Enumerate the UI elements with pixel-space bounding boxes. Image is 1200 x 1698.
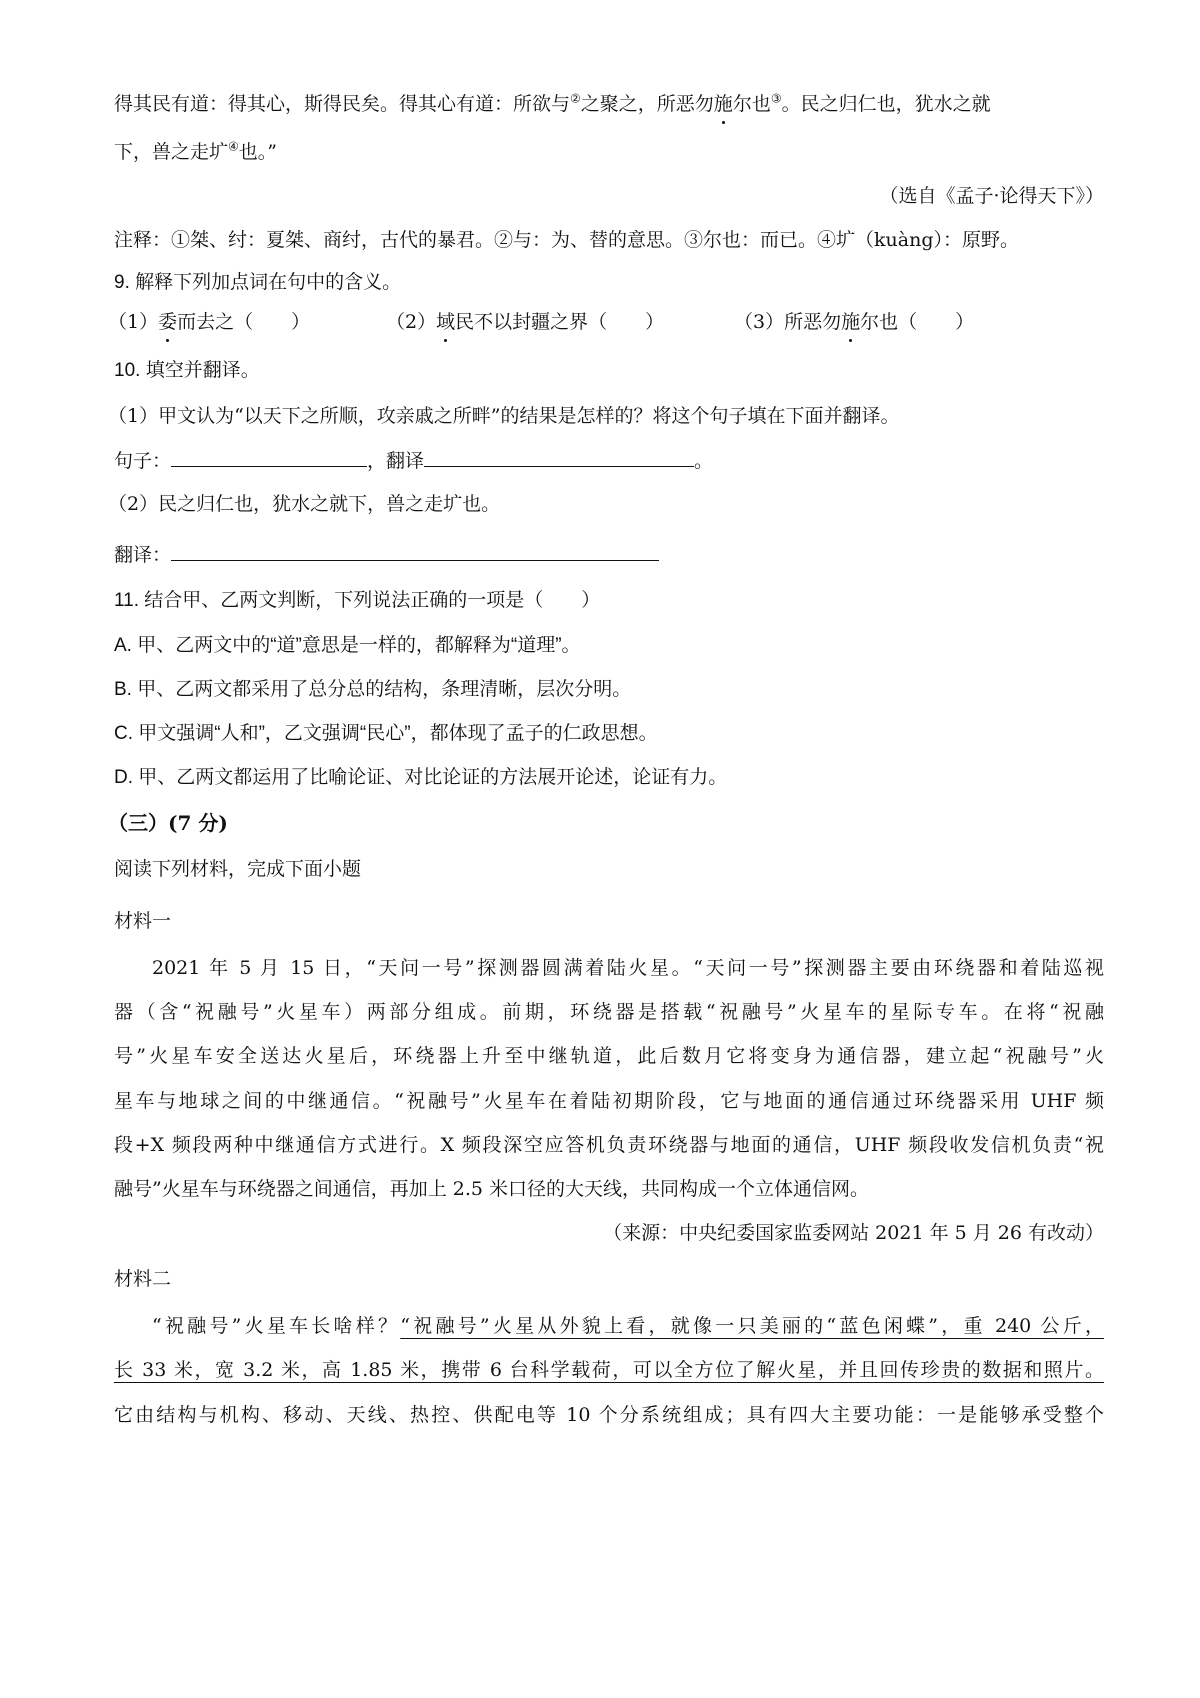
q9-item-3: （3）所恶勿施尔也（ ）	[734, 308, 974, 336]
passage-line-2: 下，兽之走圹④也。”	[114, 139, 277, 163]
passage-line-1: 得其民有道：得其心，斯得民矣。得其心有道：所欲与②之聚之，所恶勿施尔也③。民之归仁也，犹水之就	[114, 90, 1104, 118]
material-1-line-6: 融号”火星车与环绕器之间通信，再加上 2.5 米口径的大天线，共同构成一个立体通信网。	[114, 1178, 870, 1200]
material-1-source: （来源：中央纪委国家监委网站 2021 年 5 月 26 有改动）	[603, 1222, 1104, 1244]
material-1-line-4: 星车与地球之间的中继通信。“祝融号”火星车在着陆初期阶段，它与地面的通信通过环绕器采用 UHF 频	[114, 1090, 1104, 1112]
question-9-items	[108, 308, 1104, 336]
option-d: D. 甲、乙两文都运用了比喻论证、对比论证的方法展开论述，论证有力。	[114, 767, 728, 788]
translation-blank[interactable]	[424, 446, 694, 467]
section-instruction: 阅读下列材料，完成下面小题	[114, 858, 362, 880]
material-2-line-2: 长 33 米，宽 3.2 米，高 1.85 米，携带 6 台科学载荷，可以全方位了解火星，并且回传珍贵的数据和照片。	[114, 1359, 1104, 1381]
material-2-line-3: 它由结构与机构、移动、天线、热控、供配电等 10 个分系统组成；具有四大主要功能：一是能够承受整个	[114, 1404, 1104, 1426]
material-2-line-1: “祝融号”火星车长啥样？“祝融号”火星从外貌上看，就像一只美丽的“蓝色闲蝶”，重 240 公斤，	[152, 1315, 1104, 1337]
q9-item-2: （2）域民不以封疆之界（ ）	[386, 308, 734, 336]
q10-sentence-line: 句子： ，翻译 。	[114, 446, 1104, 475]
option-b: B. 甲、乙两文都采用了总分总的结构，条理清晰，层次分明。	[114, 679, 632, 700]
material-1-heading: 材料一	[114, 910, 172, 932]
translation-blank-2[interactable]	[171, 540, 659, 561]
material-2-heading: 材料二	[114, 1268, 172, 1290]
option-c: C. 甲文强调“人和”，乙文强调“民心”，都体现了孟子的仁政思想。	[114, 723, 658, 744]
question-10-part-1: （1）甲文认为“以天下之所顺，攻亲戚之所畔”的结果是怎样的？将这个句子填在下面并翻译。	[108, 405, 900, 427]
sentence-blank[interactable]	[171, 446, 367, 467]
option-a: A. 甲、乙两文中的“道”意思是一样的，都解释为“道理”。	[114, 635, 581, 656]
q9-item-1: （1）委而去之（ ）	[108, 308, 386, 336]
q10-translation-line: 翻译：	[114, 540, 1104, 569]
question-9: 9. 解释下列加点词在句中的含义。	[114, 272, 402, 293]
question-11: 11. 结合甲、乙两文判断，下列说法正确的一项是（ ）	[114, 590, 601, 611]
section-3-heading: （三）(7 分)	[108, 811, 228, 835]
question-10-part-2: （2）民之归仁也，犹水之就下，兽之走圹也。	[108, 493, 501, 515]
material-1-line-5: 段+X 频段两种中继通信方式进行。X 频段深空应答机负责环绕器与地面的通信，UHF 频段收发信机负责“祝	[114, 1134, 1104, 1156]
passage-source: （选自《孟子·论得天下》）	[879, 185, 1104, 207]
passage-notes: 注释：①桀、纣：夏桀、商纣，古代的暴君。②与：为、替的意思。③尔也：而已。④圹（kuàng）：原野。	[114, 229, 1019, 251]
material-1-line-1: 2021 年 5 月 15 日，“天问一号”探测器圆满着陆火星。“天问一号”探测器主要由环绕器和着陆巡视	[152, 957, 1104, 979]
material-1-line-3: 号”火星车安全送达火星后，环绕器上升至中继轨道，此后数月它将变身为通信器，建立起“祝融号”火	[114, 1045, 1104, 1067]
dotted-char: 施	[714, 90, 733, 118]
material-1-line-2: 器（含“祝融号”火星车）两部分组成。前期，环绕器是搭载“祝融号”火星车的星际专车。在将“祝融	[114, 1001, 1104, 1023]
underlined-text: “祝融号”火星从外貌上看，就像一只美丽的“蓝色闲蝶”，重 240 公斤，	[400, 1315, 1104, 1337]
question-10: 10. 填空并翻译。	[114, 360, 260, 381]
